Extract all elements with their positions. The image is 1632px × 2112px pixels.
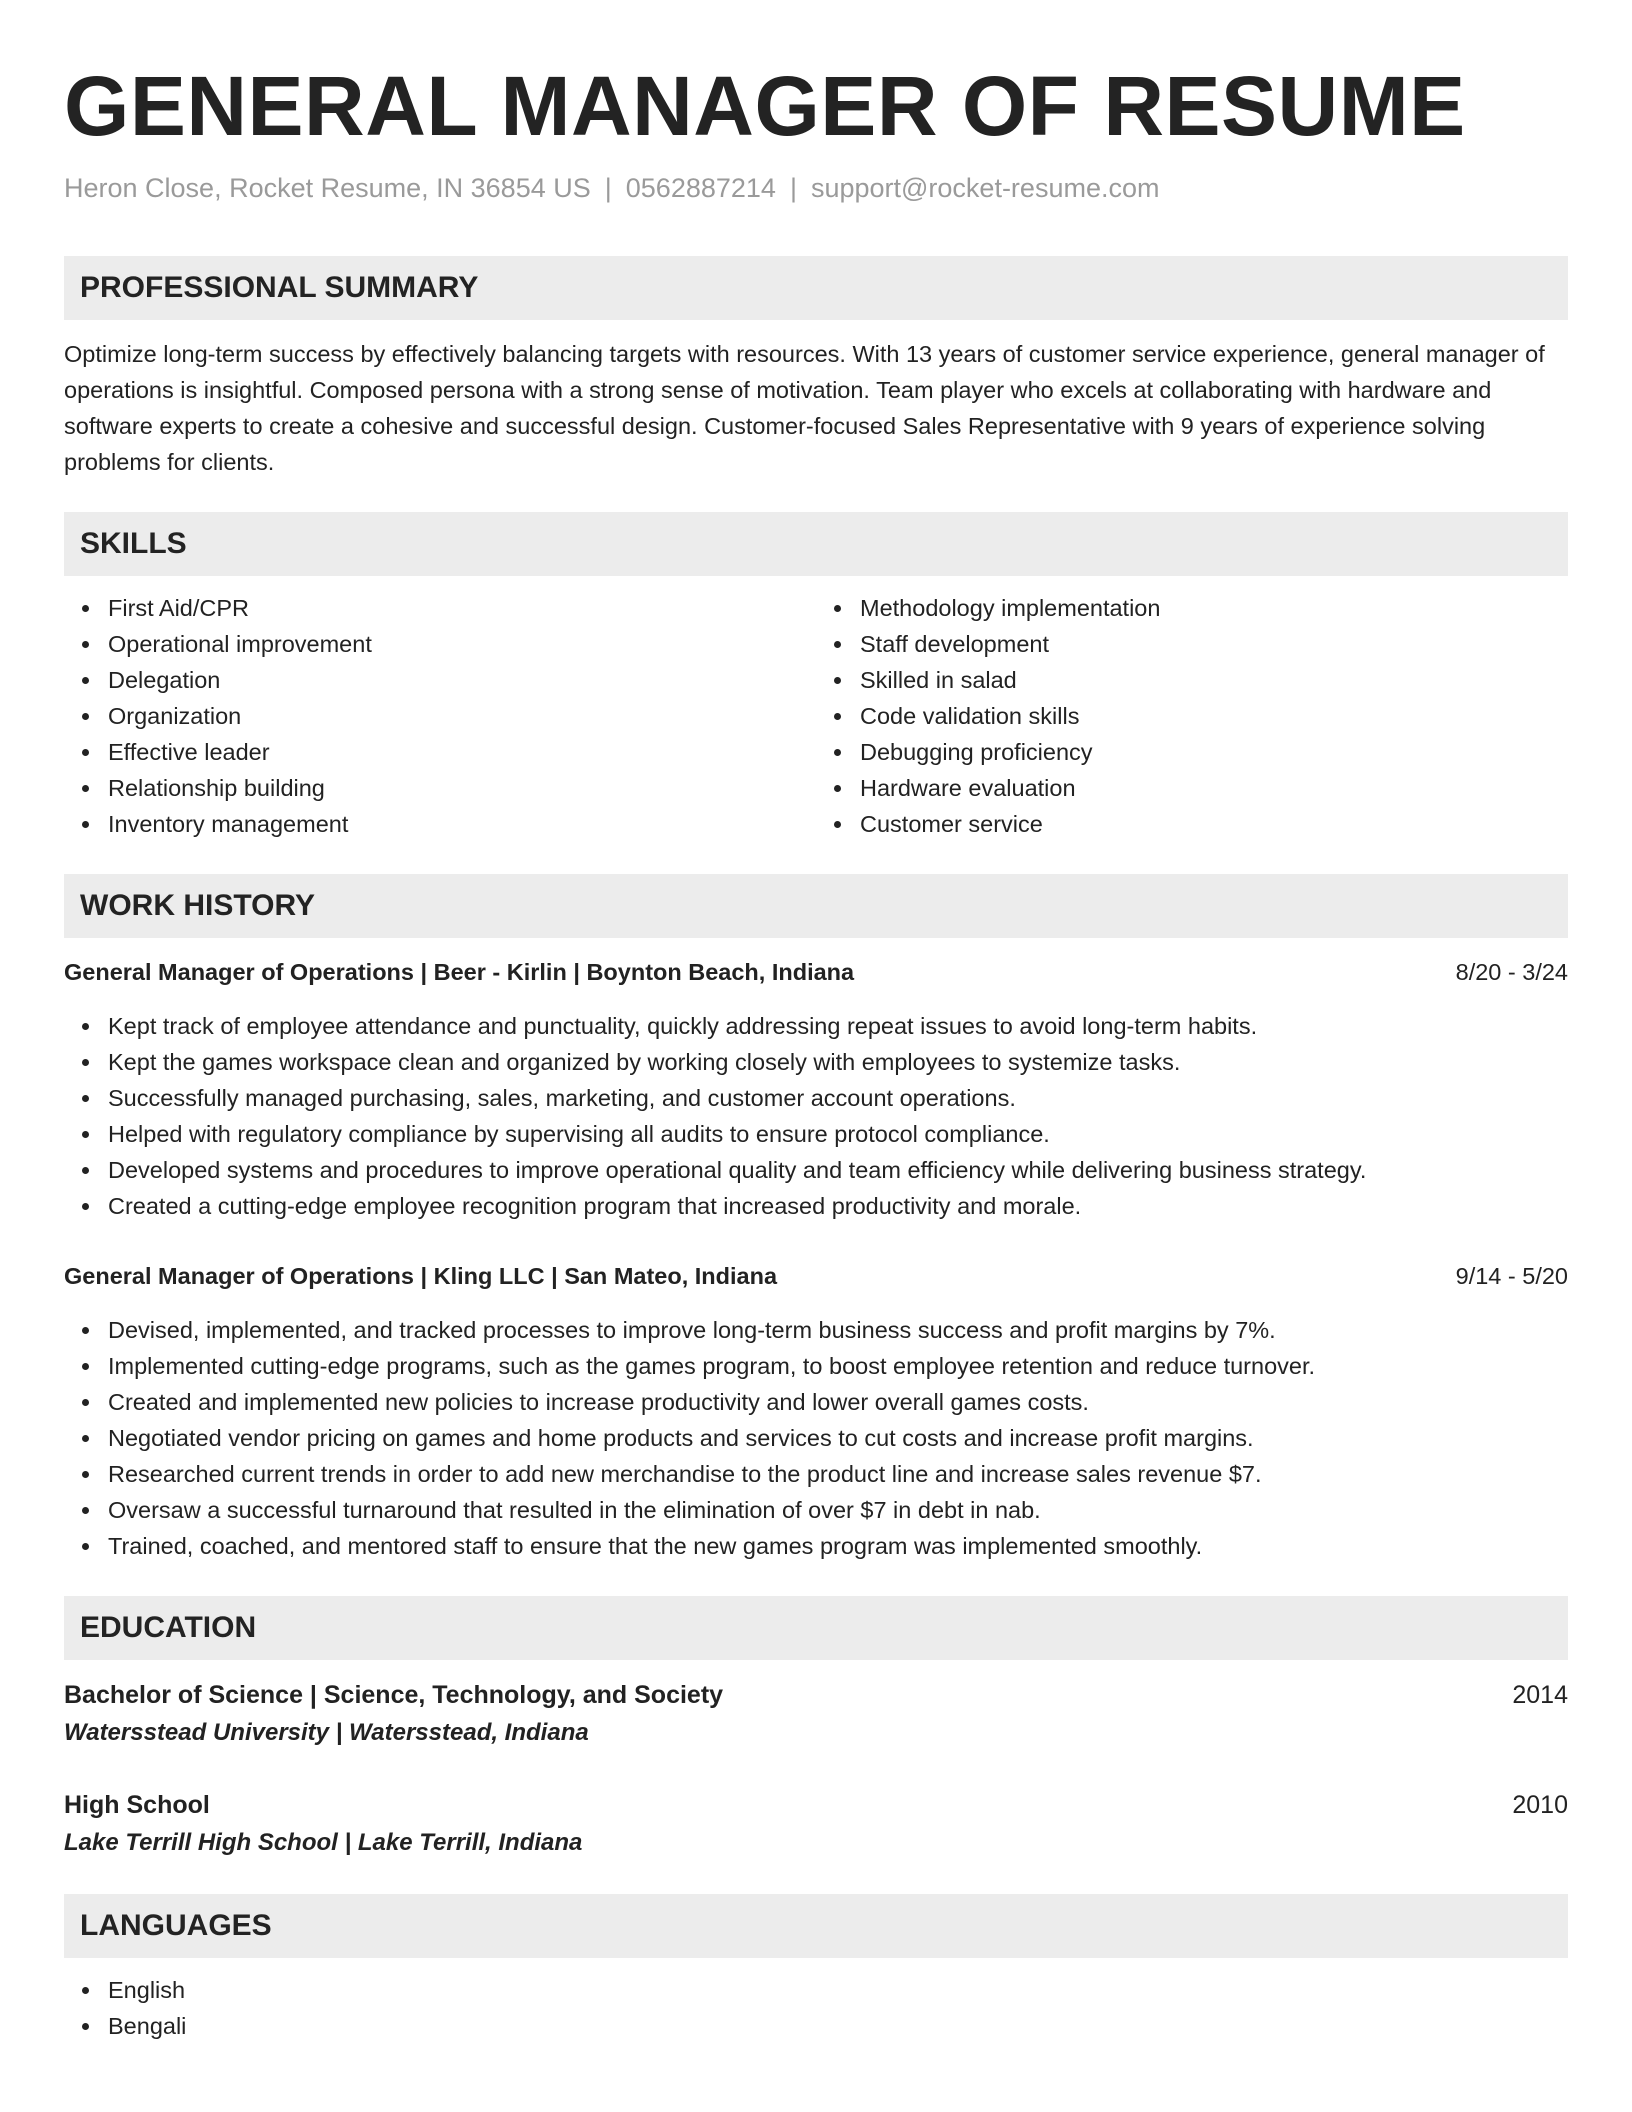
job-bullet: Devised, implemented, and tracked processes to improve long-term business success and profit margins by 7%. — [80, 1312, 1568, 1348]
contact-phone: 0562887214 — [625, 173, 776, 203]
skills-heading: SKILLS — [64, 512, 1568, 576]
skills-column-right — [816, 590, 1568, 842]
education-degree: Bachelor of Science | Science, Technology, and Society — [64, 1681, 724, 1709]
skill-item: First Aid/CPR — [80, 590, 816, 626]
summary-heading: PROFESSIONAL SUMMARY — [64, 256, 1568, 320]
skill-item: Organization — [80, 698, 816, 734]
job-header — [64, 1258, 1568, 1294]
job-bullet: Successfully managed purchasing, sales, marketing, and customer account operations. — [80, 1080, 1568, 1116]
job-entry — [64, 1258, 1568, 1564]
education-school: Lake Terrill High School | Lake Terrill, Indiana — [64, 1829, 583, 1856]
work-history-heading: WORK HISTORY — [64, 874, 1568, 938]
job-bullet: Trained, coached, and mentored staff to ensure that the new games program was implemented smoothly. — [80, 1528, 1568, 1564]
skill-item: Relationship building — [80, 770, 816, 806]
job-bullet: Oversaw a successful turnaround that resulted in the elimination of over $7 in debt in nab. — [80, 1492, 1568, 1528]
languages-heading: LANGUAGES — [64, 1894, 1568, 1958]
skill-item: Delegation — [80, 662, 816, 698]
education-header — [64, 1676, 1568, 1714]
summary-text: Optimize long-term success by effectively balancing targets with resources. With 13 years of customer service experience, general manager of operations is insightful. Composed persona with a strong sense of motivation. Team player who excels at collaborating with hardware and software experts to create a cohesive and successful design. Customer-focused Sales Representative with 9 years of experience solving problems for clients. — [64, 341, 1545, 475]
job-bullet: Developed systems and procedures to improve operational quality and team efficiency while delivering business strategy. — [80, 1152, 1568, 1188]
education-entry — [64, 1786, 1568, 1862]
work-history-section — [64, 874, 1568, 1564]
skill-item: Operational improvement — [80, 626, 816, 662]
contact-line — [64, 170, 1568, 206]
skill-item: Methodology implementation — [832, 590, 1568, 626]
contact-separator: | — [789, 173, 797, 203]
skill-item: Customer service — [832, 806, 1568, 842]
job-bullet: Created and implemented new policies to increase productivity and lower overall games costs. — [80, 1384, 1568, 1420]
job-bullets — [64, 1312, 1568, 1564]
skills-section — [64, 512, 1568, 842]
skills-list — [64, 590, 1568, 842]
job-header — [64, 954, 1568, 990]
job-bullet: Helped with regulatory compliance by supervising all audits to ensure protocol compliance. — [80, 1116, 1568, 1152]
contact-address: Heron Close, Rocket Resume, IN 36854 US — [64, 173, 591, 203]
skill-item: Hardware evaluation — [832, 770, 1568, 806]
skill-item: Skilled in salad — [832, 662, 1568, 698]
job-bullet: Implemented cutting-edge programs, such as the games program, to boost employee retention and reduce turnover. — [80, 1348, 1568, 1384]
skill-item: Code validation skills — [832, 698, 1568, 734]
education-year: 2014 — [1512, 1681, 1568, 1709]
languages-section — [64, 1894, 1568, 2044]
education-section — [64, 1596, 1568, 1862]
education-heading: EDUCATION — [64, 1596, 1568, 1660]
languages-list — [64, 1972, 1568, 2044]
job-dates: 9/14 - 5/20 — [1455, 1263, 1568, 1289]
skill-item: Inventory management — [80, 806, 816, 842]
contact-email[interactable]: support@rocket-resume.com — [810, 173, 1160, 203]
education-entry — [64, 1676, 1568, 1752]
skills-column-left — [64, 590, 816, 842]
candidate-name: GENERAL MANAGER OF RESUME — [64, 59, 1466, 153]
job-bullet: Negotiated vendor pricing on games and home products and services to cut costs and increase profit margins. — [80, 1420, 1568, 1456]
education-header — [64, 1786, 1568, 1824]
contact-separator: | — [604, 173, 612, 203]
job-dates: 8/20 - 3/24 — [1455, 959, 1568, 985]
job-title: General Manager of Operations | Beer - Kirlin | Boynton Beach, Indiana — [64, 959, 855, 985]
language-item: Bengali — [80, 2008, 1568, 2044]
education-degree: High School — [64, 1791, 210, 1819]
job-title: General Manager of Operations | Kling LLC | San Mateo, Indiana — [64, 1263, 778, 1289]
skill-item: Effective leader — [80, 734, 816, 770]
job-bullet: Kept track of employee attendance and punctuality, quickly addressing repeat issues to avoid long-term habits. — [80, 1008, 1568, 1044]
job-bullet: Researched current trends in order to add new merchandise to the product line and increase sales revenue $7. — [80, 1456, 1568, 1492]
job-bullets — [64, 1008, 1568, 1224]
language-item: English — [80, 1972, 1568, 2008]
education-year: 2010 — [1512, 1791, 1568, 1819]
skill-item: Debugging proficiency — [832, 734, 1568, 770]
job-entry — [64, 954, 1568, 1224]
job-bullet: Kept the games workspace clean and organized by working closely with employees to systemize tasks. — [80, 1044, 1568, 1080]
skill-item: Staff development — [832, 626, 1568, 662]
education-school: Watersstead University | Watersstead, Indiana — [64, 1719, 589, 1746]
job-bullet: Created a cutting-edge employee recognition program that increased productivity and morale. — [80, 1188, 1568, 1224]
